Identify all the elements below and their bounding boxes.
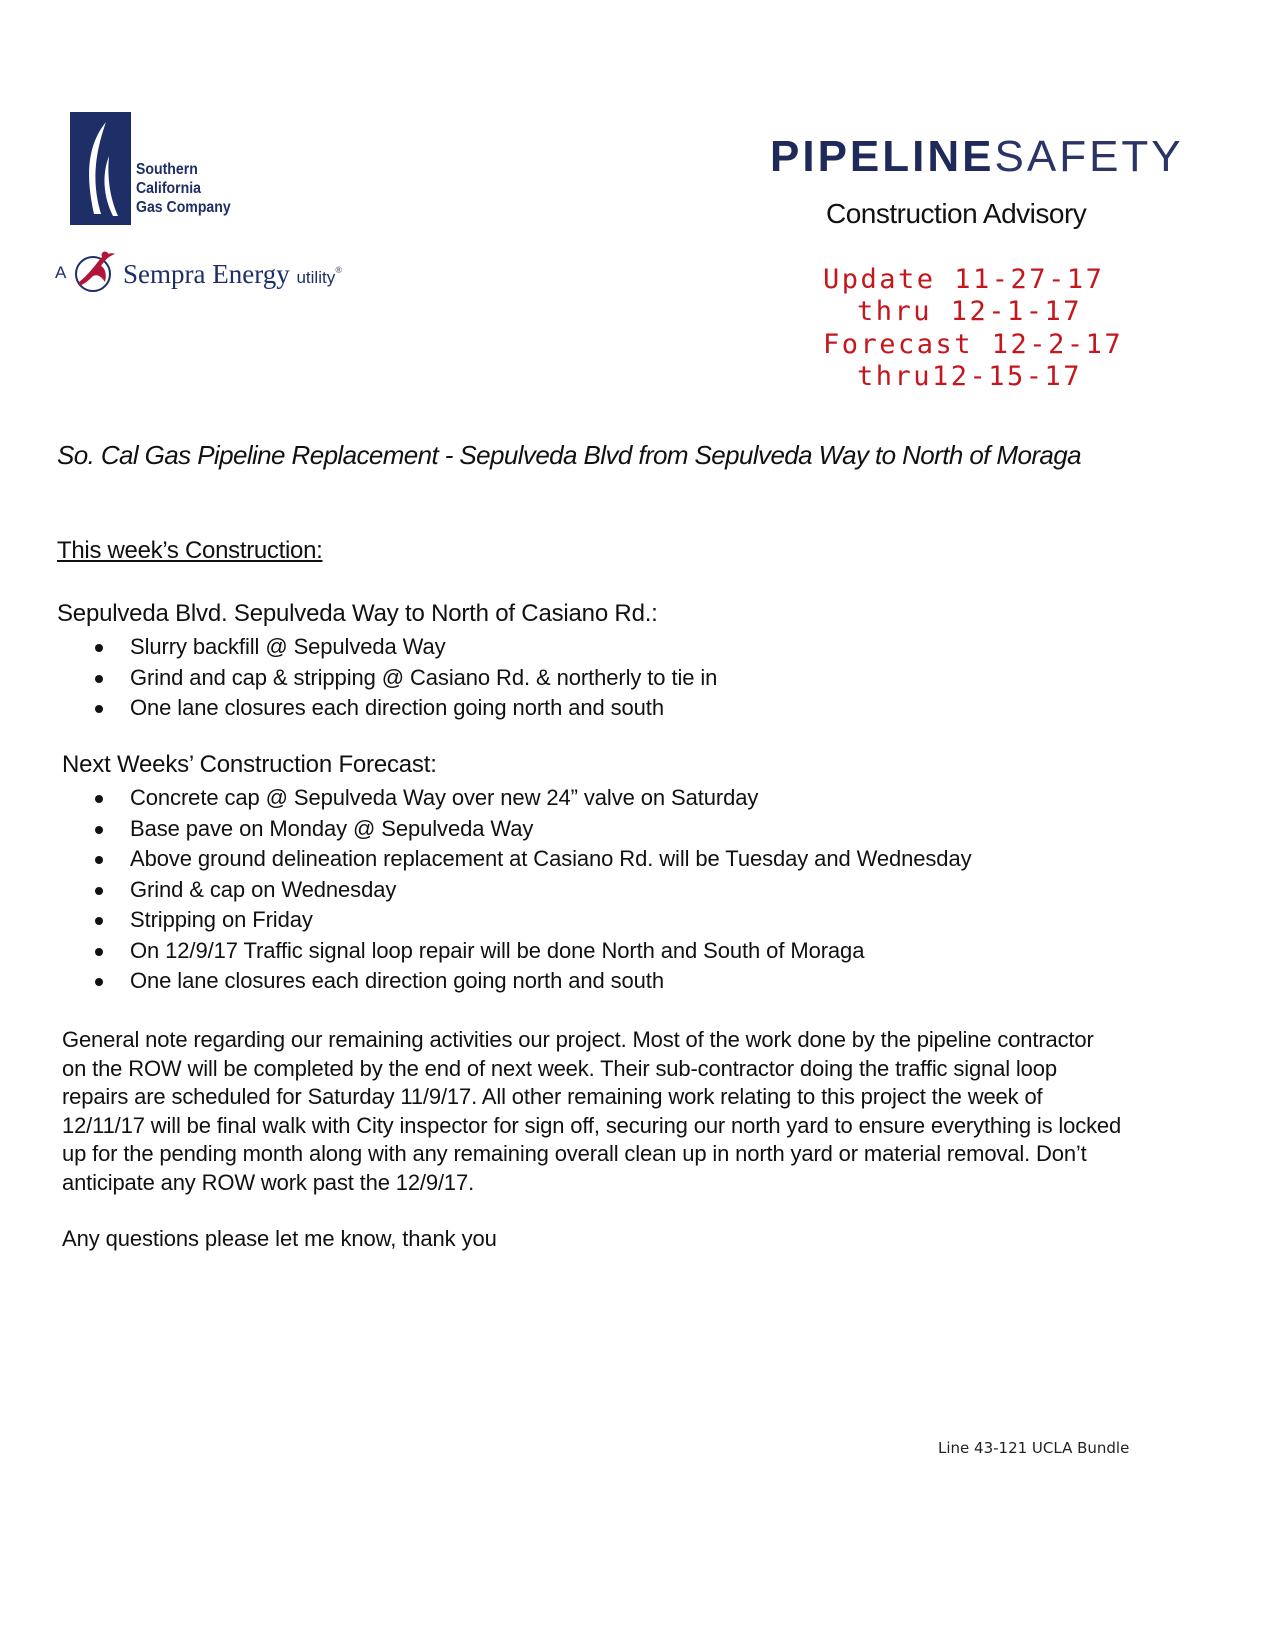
bullet-icon [95, 917, 103, 925]
footer-project-line: Line 43-121 UCLA Bundle [938, 1439, 1130, 1457]
this-week-heading: This week’s Construction: [57, 537, 323, 564]
update-line-3: Forecast 12-2-17 [823, 329, 1124, 360]
project-title: So. Cal Gas Pipeline Replacement - Sepulveda Blvd from Sepulveda Way to North of Moraga [57, 440, 1081, 470]
list-item: Concrete cap @ Sepulveda Way over new 24” valve on Saturday [95, 783, 971, 814]
bullet-icon [95, 644, 103, 652]
list-item: One lane closures each direction going north and south [95, 966, 971, 997]
update-line-2: thru 12-1-17 [857, 296, 1083, 327]
general-note-paragraph: General note regarding our remaining activities our project. Most of the work done by the pipeline contractor on the ROW will be completed by the end of next week. Their sub-contractor doing the traffic signal loop repairs are scheduled for Saturday 11/9/17. All other remaining work relating to this project the week of 12/11/17 will be final walk with City inspector for sign off, securing our north yard to ensure everything is locked up for the pending month along with any remaining overall clean up in north yard or material removal. Don’t anticipate any ROW work past the 12/9/17. [62, 1027, 1122, 1195]
sempra-name: Sempra Energy utility® [123, 259, 343, 289]
list-item: Base pave on Monday @ Sepulveda Way [95, 814, 971, 845]
socal-logo-line3: Gas Company [136, 199, 231, 216]
sempra-energy-logo [55, 246, 355, 296]
update-line-1: Update 11-27-17 [823, 264, 1105, 295]
list-item: Slurry backfill @ Sepulveda Way [95, 632, 717, 663]
list-item: One lane closures each direction going north and south [95, 693, 717, 724]
list-item: Above ground delineation replacement at Casiano Rd. will be Tuesday and Wednesday [95, 844, 971, 875]
next-week-list [95, 783, 971, 997]
closing-line: Any questions please let me know, thank you [62, 1226, 497, 1251]
next-week-heading: Next Weeks’ Construction Forecast: [62, 751, 437, 778]
this-week-list [95, 632, 717, 724]
list-item: On 12/9/17 Traffic signal loop repair will be done North and South of Moraga [95, 936, 971, 967]
bullet-icon [95, 795, 103, 803]
socal-logo-line1: Southern [136, 161, 198, 178]
sempra-prefix: A [55, 263, 67, 282]
bullet-icon [95, 978, 103, 986]
bullet-icon [95, 705, 103, 713]
bullet-icon [95, 856, 103, 864]
sempra-figure-icon [71, 246, 119, 296]
advisory-subtitle: Construction Advisory [826, 198, 1087, 229]
socal-gas-logo [70, 112, 270, 232]
bullet-icon [95, 826, 103, 834]
update-line-4: thru12-15-17 [857, 361, 1083, 392]
bullet-icon [95, 948, 103, 956]
flame-logo-icon [70, 112, 131, 225]
list-item: Grind and cap & stripping @ Casiano Rd. & northerly to tie in [95, 663, 717, 694]
list-item: Grind & cap on Wednesday [95, 875, 971, 906]
bullet-icon [95, 675, 103, 683]
socal-logo-line2: California [136, 180, 201, 197]
list-item: Stripping on Friday [95, 905, 971, 936]
this-week-subheading: Sepulveda Blvd. Sepulveda Way to North of Casiano Rd.: [57, 600, 658, 627]
pipeline-safety-brand: PIPELINESAFETY [770, 132, 1184, 181]
bullet-icon [95, 887, 103, 895]
